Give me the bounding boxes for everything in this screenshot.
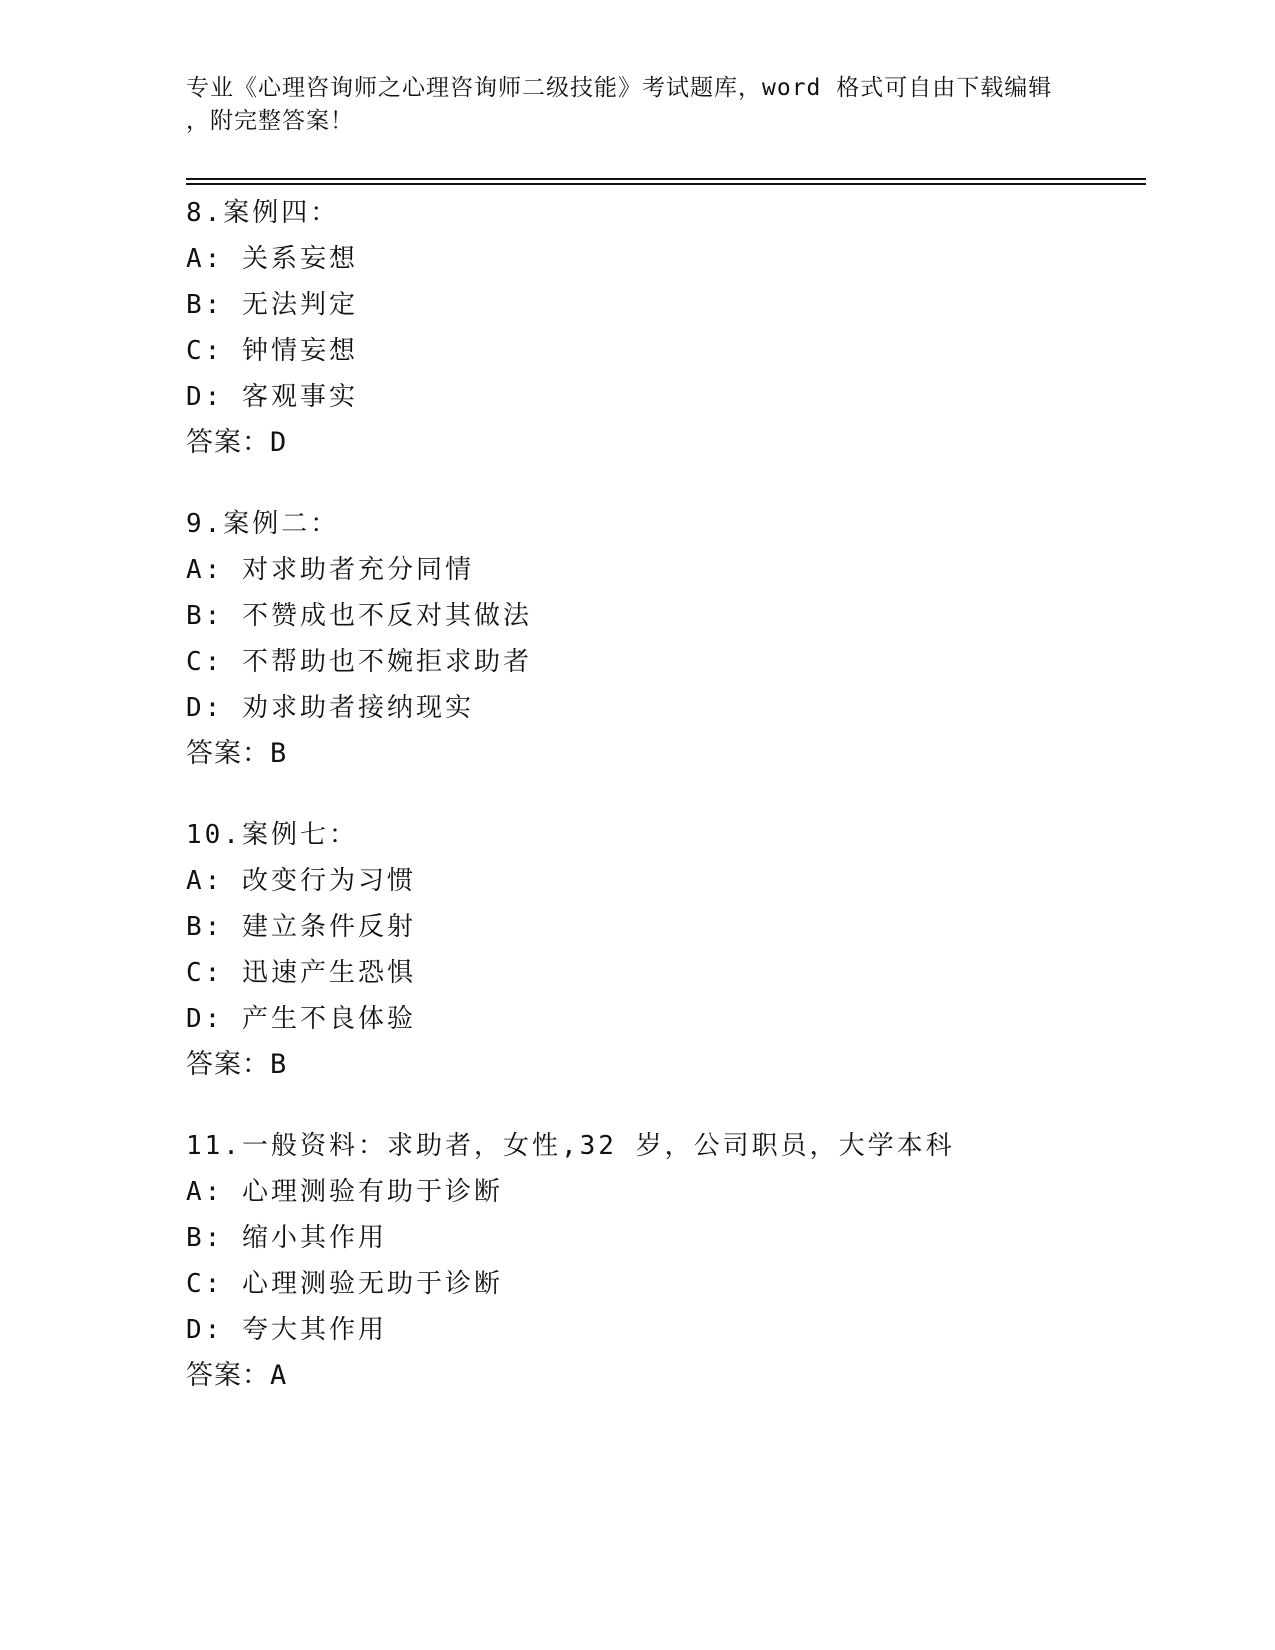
option-c: C: 钟情妄想 (186, 336, 358, 366)
option-b: B: 建立条件反射 (186, 912, 416, 942)
option-c: C: 不帮助也不婉拒求助者 (186, 647, 532, 677)
option-b: B: 无法判定 (186, 290, 358, 320)
question-8 (186, 190, 1146, 466)
question-title: 8.案例四： (186, 198, 340, 228)
question-title: 9.案例二： (186, 509, 340, 539)
option-d: D: 客观事实 (186, 382, 358, 412)
option-a: A: 关系妄想 (186, 244, 358, 274)
question-title: 11.一般资料：求助者，女性,32 岁，公司职员，大学本科 (186, 1131, 955, 1161)
option-c: C: 心理测验无助于诊断 (186, 1269, 503, 1299)
option-a: A: 改变行为习惯 (186, 866, 416, 896)
header-rule-bottom (186, 183, 1146, 185)
question-list (186, 190, 1146, 1434)
option-d: D: 夸大其作用 (186, 1315, 387, 1345)
option-d: D: 劝求助者接纳现实 (186, 693, 474, 723)
answer-line: 答案：B (186, 738, 288, 769)
answer-line: 答案：D (186, 427, 288, 458)
option-a: A: 心理测验有助于诊断 (186, 1177, 503, 1207)
answer-line: 答案：B (186, 1049, 288, 1080)
question-10 (186, 812, 1146, 1088)
question-11 (186, 1123, 1146, 1399)
option-c: C: 迅速产生恐惧 (186, 958, 416, 988)
answer-line: 答案：A (186, 1360, 288, 1391)
option-d: D: 产生不良体验 (186, 1004, 416, 1034)
option-b: B: 缩小其作用 (186, 1223, 387, 1253)
header-line-1: 专业《心理咨询师之心理咨询师二级技能》考试题库，word 格式可自由下载编辑 (186, 75, 1053, 101)
option-b: B: 不赞成也不反对其做法 (186, 601, 532, 631)
header-rule-top (186, 178, 1146, 180)
option-a: A: 对求助者充分同情 (186, 555, 474, 585)
question-9 (186, 501, 1146, 777)
document-header (186, 72, 1086, 138)
question-title: 10.案例七： (186, 820, 358, 850)
header-line-2: ，附完整答案！ (186, 108, 354, 134)
